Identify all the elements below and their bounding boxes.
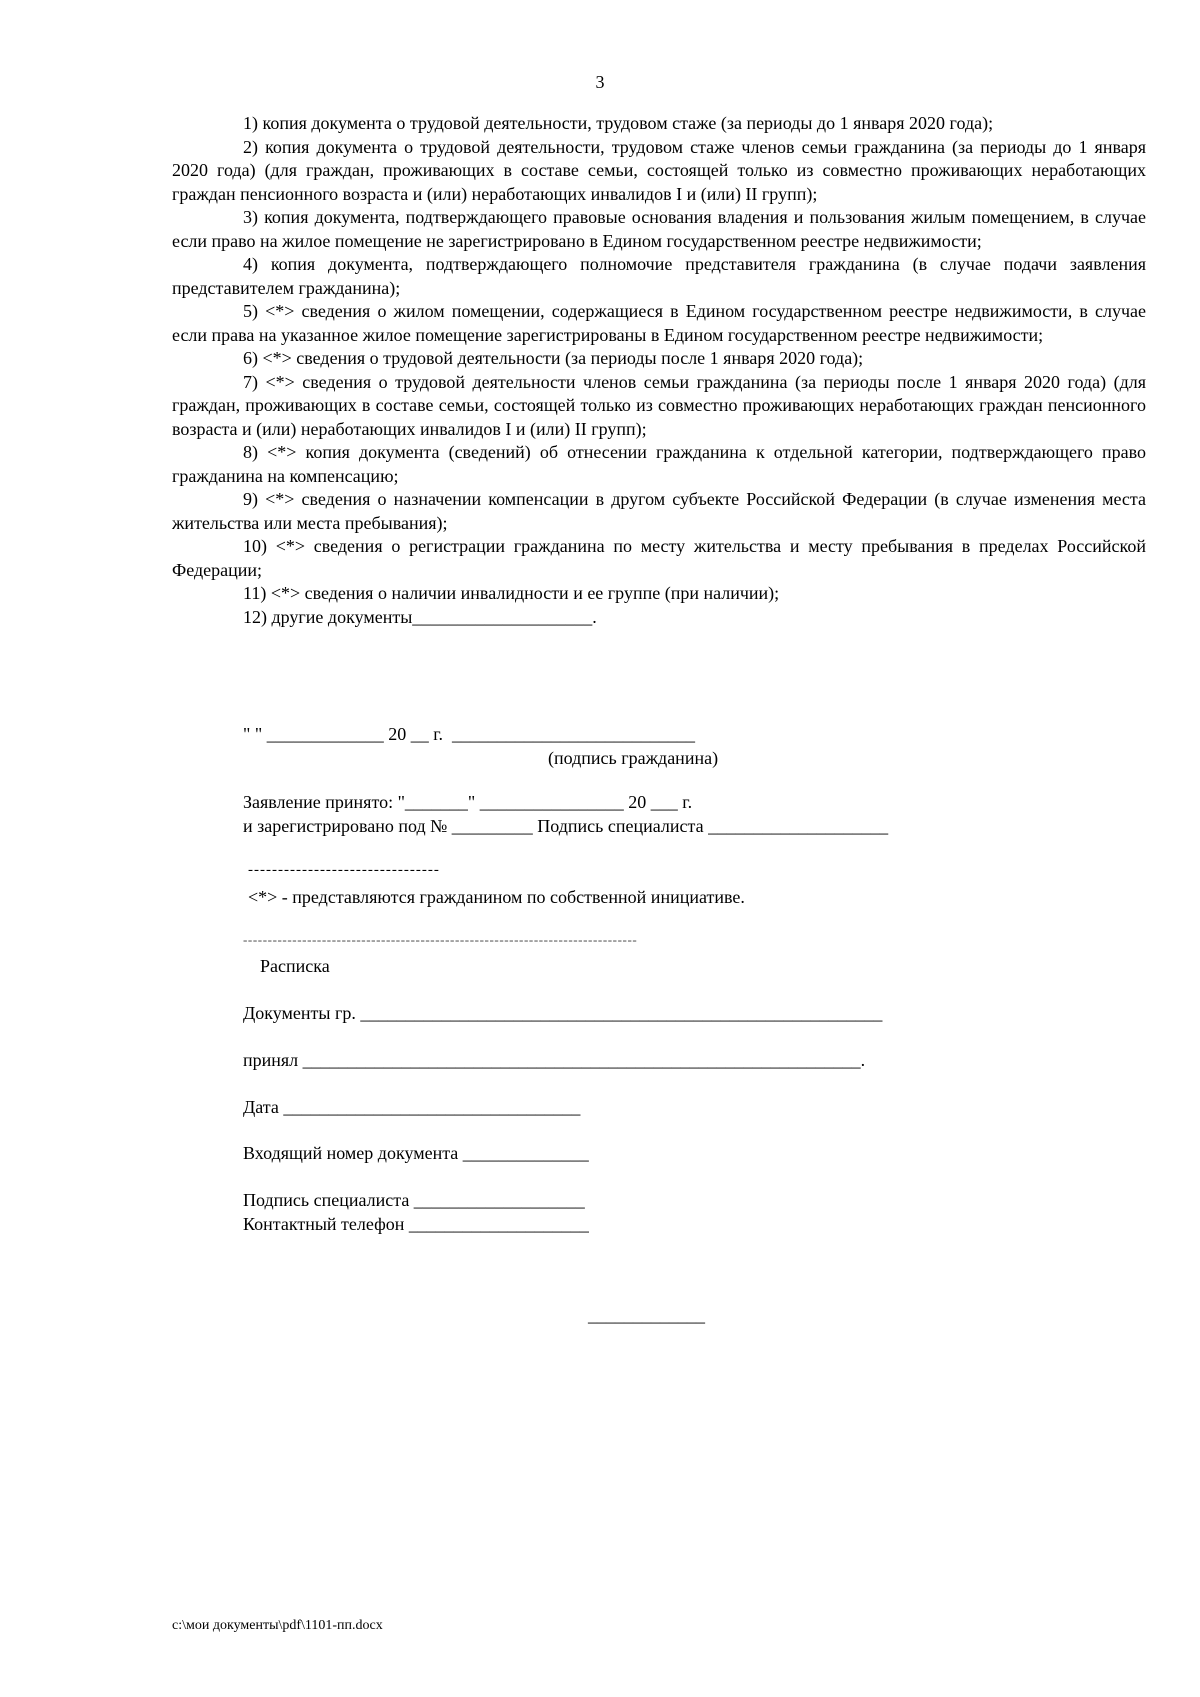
footnote-separator: -------------------------------- bbox=[248, 862, 440, 878]
list-item-7: 7) <*> сведения о трудовой деятельности членов семьи гражданина (за периоды после 1 января 2020 года) (для граждан, проживающих в составе семьи, состоящей только из совместно проживающих неработающих граждан пенсионного возраста и (или) неработающих инвалидов I и (или) II групп); bbox=[172, 371, 1146, 439]
footnote-text: <*> - представляются гражданином по собственной инициативе. bbox=[248, 887, 745, 907]
receipt-accepted-line: принял ______________________________________________________________. bbox=[243, 1050, 866, 1070]
list-item-2: 2) копия документа о трудовой деятельности, трудовом стаже членов семьи гражданина (за периоды до 1 января 2020 года) (для граждан, проживающих в составе семьи, состоящей только из совместно проживающих неработающих граждан пенсионного возраста и (или) неработающих инвалидов I и (или) II групп); bbox=[172, 136, 1146, 204]
list-item-10: 10) <*> сведения о регистрации гражданина по месту жительства и месту пребывания в пределах Российской Федерации; bbox=[172, 536, 1146, 580]
footer-file-path: c:\мои документы\pdf\1101-пп.docx bbox=[172, 1618, 383, 1633]
list-item-12: 12) другие документы____________________. bbox=[243, 606, 597, 627]
receipt-title: Расписка bbox=[260, 956, 330, 976]
page-number: 3 bbox=[595, 72, 605, 92]
receipt-specialist-signature-line: Подпись специалиста ___________________ bbox=[243, 1190, 585, 1210]
acceptance-line-2: и зарегистрировано под № _________ Подпись специалиста ____________________ bbox=[243, 816, 889, 836]
receipt-incoming-number-line: Входящий номер документа ______________ bbox=[243, 1143, 589, 1163]
receipt-date-line: Дата _________________________________ bbox=[243, 1097, 581, 1117]
signature-date-line: " " _____________ 20 __ г. ___________________________ bbox=[243, 724, 696, 744]
document-list bbox=[172, 112, 1146, 629]
acceptance-line-1: Заявление принято: "_______" ________________ 20 ___ г. bbox=[243, 792, 693, 812]
receipt-phone-line: Контактный телефон ____________________ bbox=[243, 1214, 589, 1234]
list-item-5: 5) <*> сведения о жилом помещении, содержащиеся в Едином государственном реестре недвижимости, в случае если права на указанное жилое помещение зарегистрированы в Едином государственном реестре недвижимости; bbox=[172, 301, 1146, 345]
list-item-8: 8) <*> копия документа (сведений) об отнесении гражданина к отдельной категории, подтверждающего право гражданина на компенсацию; bbox=[172, 442, 1146, 486]
list-item-1: 1) копия документа о трудовой деятельности, трудовом стаже (за периоды до 1 января 2020 года); bbox=[243, 113, 994, 133]
receipt-documents-line: Документы гр. __________________________________________________________ bbox=[243, 1003, 883, 1023]
list-item-9: 9) <*> сведения о назначении компенсации в другом субъекте Российской Федерации (в случае изменения места жительства или места пребывания); bbox=[172, 489, 1146, 533]
list-item-11: 11) <*> сведения о наличии инвалидности и ее группе (при наличии); bbox=[243, 583, 780, 603]
list-item-6: 6) <*> сведения о трудовой деятельности (за периоды после 1 января 2020 года); bbox=[243, 348, 864, 368]
list-item-3: 3) копия документа, подтверждающего правовые основания владения и пользования жилым помещением, в случае если право на жилое помещение не зарегистрировано в Едином государственном реестре недвижимости; bbox=[172, 207, 1146, 251]
end-line: _____________ bbox=[588, 1305, 705, 1325]
cut-line: -------------------------------------------------------------------------------- bbox=[243, 932, 638, 947]
signature-caption: (подпись гражданина) bbox=[548, 748, 719, 768]
list-item-4: 4) копия документа, подтверждающего полномочие представителя гражданина (в случае подачи заявления представителем гражданина); bbox=[172, 254, 1146, 298]
